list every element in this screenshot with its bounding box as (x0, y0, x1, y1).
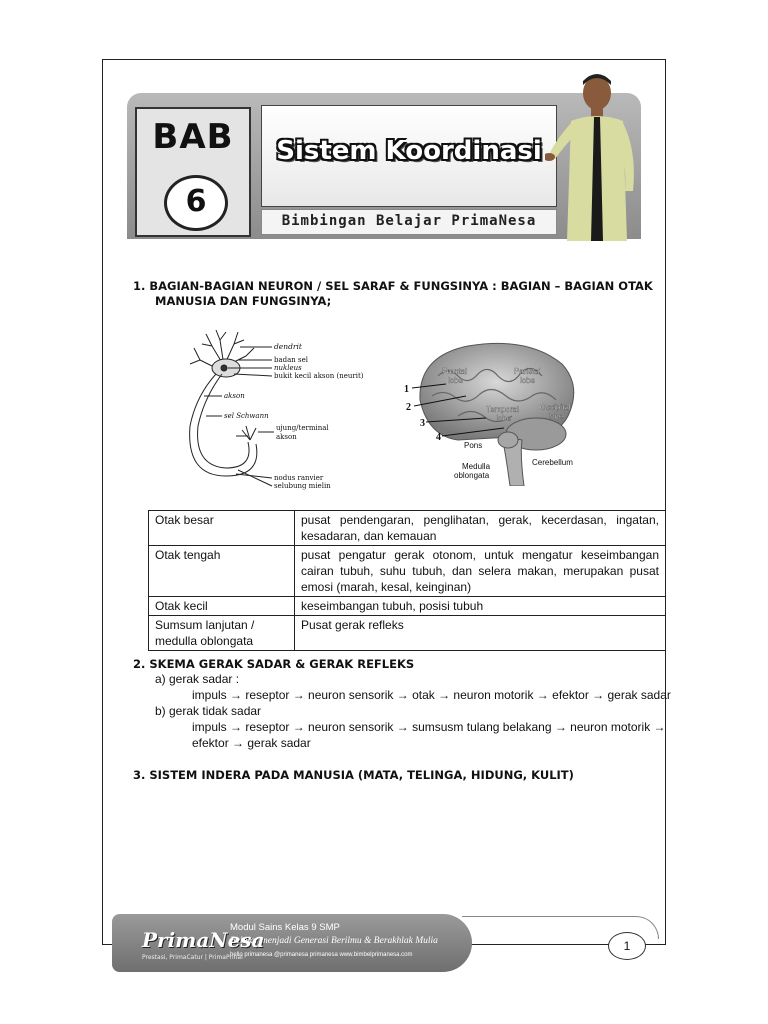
brain-number-4: 4 (436, 432, 441, 443)
footer-logo: PrimaNesa (142, 928, 265, 952)
section-2-heading: 2. SKEMA GERAK SADAR & GERAK REFLEKS (133, 657, 415, 671)
table-cell-part: Sumsum lanjutan / medulla oblongata (149, 616, 295, 651)
label-pons: Pons (464, 441, 483, 450)
label-akson: akson (224, 392, 245, 400)
chapter-subtitle: Bimbingan Belajar PrimaNesa (281, 213, 537, 229)
label-frontal: Frontal (442, 367, 467, 376)
footer-motto: Belajar menjadi Generasi Berilmu & Berakhlak Mulia (230, 936, 438, 946)
table-cell-function: pusat pendengaran, penglihatan, gerak, kecerdasan, ingatan, kesadaran, dan kemauan (295, 511, 666, 546)
label-nodus-ranvier: nodus ranvier (274, 474, 324, 482)
label-temporal: Temporal (486, 405, 519, 414)
brain-diagram (398, 336, 588, 486)
label-bukit-kecil: bukit kecil akson (neurit) (274, 372, 364, 380)
chapter-number: 6 (185, 184, 207, 219)
label-selubung-mielin: selubung mielin (274, 482, 331, 490)
label-parietal: Parietal (514, 367, 542, 376)
label-dendrit: dendrit (274, 342, 302, 351)
brain-number-3: 3 (420, 418, 425, 429)
presenter-illustration (545, 71, 645, 241)
label-ujung-terminal-akson: akson (276, 433, 297, 441)
gerak-tidak-sadar-label: b) gerak tidak sadar (155, 704, 262, 718)
label-ujung-terminal: ujung/terminal (276, 424, 329, 432)
label-occipital-lobe: lobe (548, 412, 564, 421)
table-row (149, 546, 666, 597)
chapter-number-circle (164, 175, 228, 231)
gerak-sadar-label: a) gerak sadar : (155, 672, 240, 686)
page-number-circle (608, 932, 646, 960)
table-cell-function: pusat pengatur gerak otonom, untuk mengatur keseimbangan cairan tubuh, suhu tubuh, dan selera makan, merupakan pusat emosi (marah, kesal, keinginan) (295, 546, 666, 597)
chapter-title: Sistem Koordinasi (276, 136, 542, 166)
label-parietal-lobe: lobe (520, 376, 536, 385)
gerak-tidak-sadar-flow: impuls → reseptor → neuron sensorik → sumsusm tulang belakang → neuron motorik → (192, 720, 666, 734)
brain-function-table (148, 510, 666, 651)
footer-contacts: hello primanesa @primanesa primanesa www.bimbelprimanesa.com (230, 952, 413, 958)
label-nukleus: nukleus (274, 364, 302, 372)
title-box (261, 105, 557, 207)
footer-bar (112, 914, 472, 972)
table-row (149, 597, 666, 616)
label-temporal-lobe: lobe (496, 414, 512, 423)
label-occipital: Occipital (540, 403, 571, 412)
page-footer (112, 912, 662, 976)
table-cell-function: Pusat gerak refleks (295, 616, 666, 651)
chapter-label: BAB (152, 117, 234, 157)
brain-number-2: 2 (406, 402, 411, 413)
label-medulla: Medulla (462, 462, 491, 471)
label-frontal-lobe: lobe (448, 376, 464, 385)
gerak-sadar-flow: impuls → reseptor → neuron sensorik → otak → neuron motorik → efektor → gerak sadar (192, 688, 671, 702)
table-cell-part: Otak kecil (149, 597, 295, 616)
section-3-heading: 3. SISTEM INDERA PADA MANUSIA (MATA, TELINGA, HIDUNG, KULIT) (133, 768, 574, 782)
table-row (149, 511, 666, 546)
neuron-diagram (176, 326, 376, 494)
gerak-tidak-sadar-flow-cont: efektor → gerak sadar (192, 736, 311, 750)
footer-logo-tagline: Prestasi, PrimaCatur | PrimaPrinal (142, 954, 243, 961)
table-cell-part: Otak besar (149, 511, 295, 546)
table-row (149, 616, 666, 651)
label-cerebellum: Cerebellum (532, 458, 573, 467)
chapter-banner (127, 93, 641, 241)
chapter-box (135, 107, 251, 237)
section-1-heading-cont: MANUSIA DAN FUNGSINYA; (155, 294, 332, 308)
label-badan-sel: badan sel (274, 356, 309, 364)
brain-number-1: 1 (404, 384, 409, 395)
page-number: 1 (623, 939, 631, 953)
footer-module: Modul Sains Kelas 9 SMP (230, 922, 340, 933)
label-medulla-oblongata: oblongata (454, 471, 490, 480)
table-cell-part: Otak tengah (149, 546, 295, 597)
subtitle-bar (261, 209, 557, 235)
section-1-heading: 1. BAGIAN-BAGIAN NEURON / SEL SARAF & FUNGSINYA : BAGIAN – BAGIAN OTAK (133, 279, 653, 293)
label-sel-schwann: sel Schwann (224, 412, 269, 420)
table-cell-function: keseimbangan tubuh, posisi tubuh (295, 597, 666, 616)
